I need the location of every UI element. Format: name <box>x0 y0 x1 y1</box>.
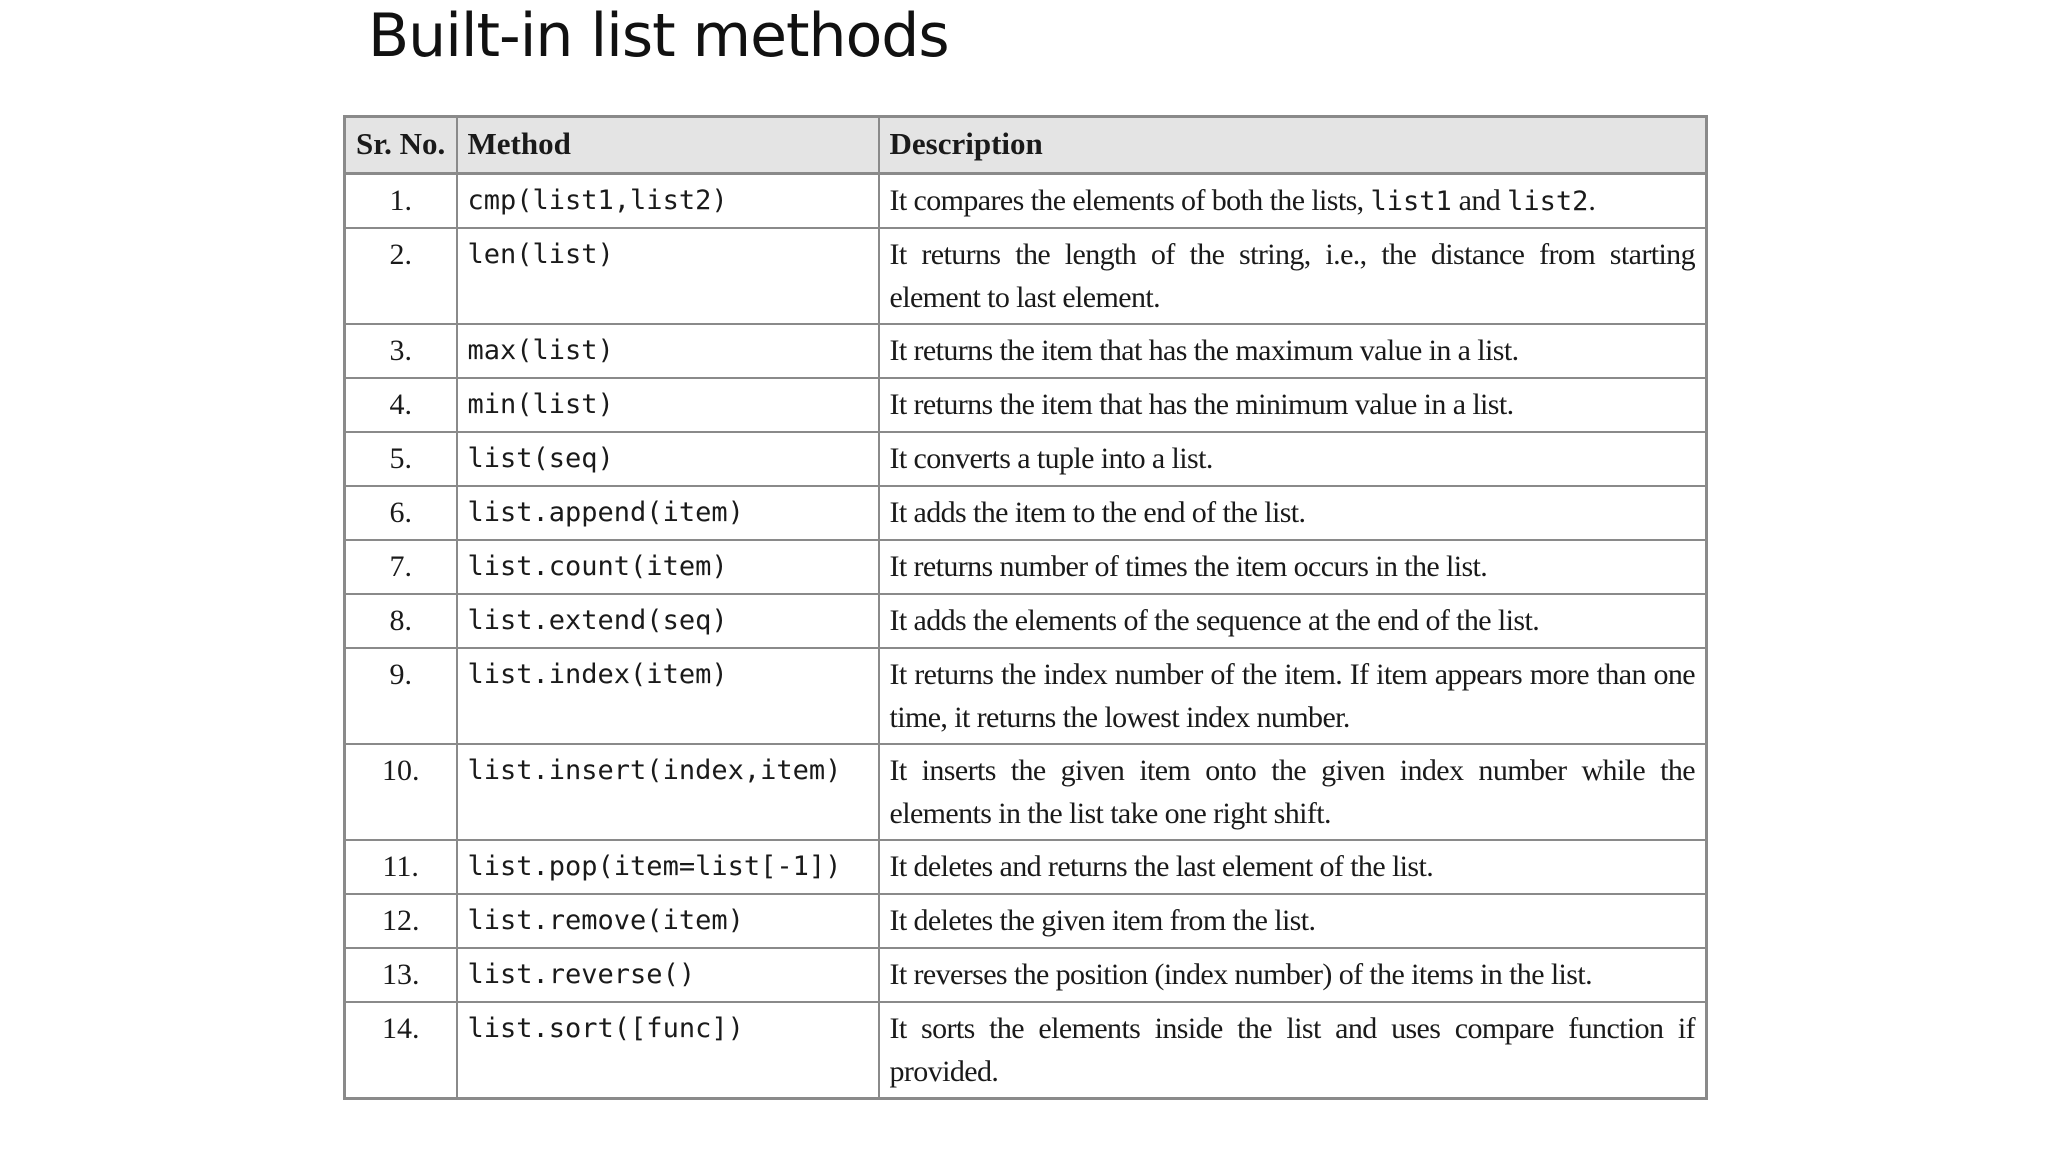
row-description-text: . <box>1588 184 1596 217</box>
table-row <box>345 594 1707 648</box>
row-method: list.sort([func]) <box>457 1002 879 1099</box>
table-row <box>345 1002 1707 1099</box>
row-sr-no: 1. <box>345 174 457 229</box>
row-description-code: list1 <box>1370 186 1452 217</box>
row-description: It returns the item that has the maximum value in a list. <box>879 324 1707 378</box>
row-method: min(list) <box>457 378 879 432</box>
row-description: It reverses the position (index number) of the items in the list. <box>879 948 1707 1002</box>
table-row <box>345 432 1707 486</box>
row-description: It converts a tuple into a list. <box>879 432 1707 486</box>
row-description: It returns the length of the string, i.e., the distance from starting element to last element. <box>879 228 1707 324</box>
row-method: list(seq) <box>457 432 879 486</box>
row-description: It deletes and returns the last element of the list. <box>879 840 1707 894</box>
row-sr-no: 8. <box>345 594 457 648</box>
row-sr-no: 4. <box>345 378 457 432</box>
row-method: list.pop(item=list[-1]) <box>457 840 879 894</box>
row-description: It returns the index number of the item. If item appears more than one time, it returns the lowest index number. <box>879 648 1707 744</box>
row-sr-no: 13. <box>345 948 457 1002</box>
table-row <box>345 948 1707 1002</box>
row-method: list.extend(seq) <box>457 594 879 648</box>
row-description: It deletes the given item from the list. <box>879 894 1707 948</box>
row-description-code: list2 <box>1507 186 1589 217</box>
row-sr-no: 2. <box>345 228 457 324</box>
row-description: It adds the item to the end of the list. <box>879 486 1707 540</box>
row-sr-no: 6. <box>345 486 457 540</box>
table-header-row <box>345 117 1707 174</box>
row-method: max(list) <box>457 324 879 378</box>
row-description-text: It compares the elements of both the lists, <box>889 184 1371 217</box>
row-description-text: and <box>1451 184 1508 217</box>
header-description: Description <box>879 117 1707 174</box>
row-method: cmp(list1,list2) <box>457 174 879 229</box>
header-method: Method <box>457 117 879 174</box>
row-description: It returns the item that has the minimum value in a list. <box>879 378 1707 432</box>
row-description: It adds the elements of the sequence at the end of the list. <box>879 594 1707 648</box>
row-method: len(list) <box>457 228 879 324</box>
table-row <box>345 744 1707 840</box>
methods-table-container <box>343 115 1705 1100</box>
table-row <box>345 228 1707 324</box>
table-row <box>345 174 1707 229</box>
table-row <box>345 324 1707 378</box>
row-method: list.reverse() <box>457 948 879 1002</box>
row-sr-no: 9. <box>345 648 457 744</box>
row-description <box>879 174 1707 229</box>
row-sr-no: 7. <box>345 540 457 594</box>
row-method: list.append(item) <box>457 486 879 540</box>
row-sr-no: 3. <box>345 324 457 378</box>
row-method: list.index(item) <box>457 648 879 744</box>
table-row <box>345 378 1707 432</box>
list-methods-table <box>343 115 1708 1100</box>
row-description: It sorts the elements inside the list and uses compare function if provided. <box>879 1002 1707 1099</box>
row-sr-no: 5. <box>345 432 457 486</box>
table-row <box>345 540 1707 594</box>
row-sr-no: 12. <box>345 894 457 948</box>
slide-title: Built-in list methods <box>368 1 949 71</box>
table-row <box>345 486 1707 540</box>
row-method: list.count(item) <box>457 540 879 594</box>
table-row <box>345 648 1707 744</box>
row-sr-no: 14. <box>345 1002 457 1099</box>
table-row <box>345 894 1707 948</box>
table-row <box>345 840 1707 894</box>
row-method: list.remove(item) <box>457 894 879 948</box>
row-method: list.insert(index,item) <box>457 744 879 840</box>
header-sr-no: Sr. No. <box>345 117 457 174</box>
row-sr-no: 10. <box>345 744 457 840</box>
row-description: It returns number of times the item occurs in the list. <box>879 540 1707 594</box>
row-sr-no: 11. <box>345 840 457 894</box>
row-description: It inserts the given item onto the given index number while the elements in the list take one right shift. <box>879 744 1707 840</box>
